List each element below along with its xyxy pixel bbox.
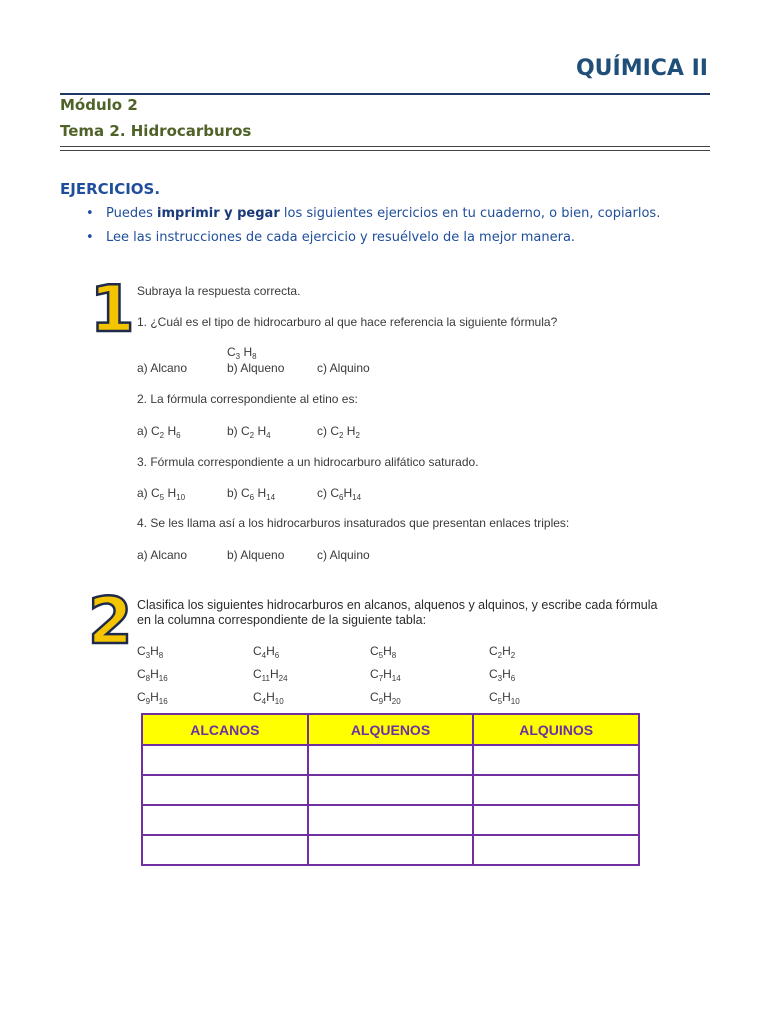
bullet-text	[106, 206, 660, 221]
formula-subscript: 5	[497, 697, 503, 706]
formula-symbol-h: H	[150, 690, 159, 704]
formula-subscript: 8	[391, 651, 397, 660]
formula-subscript: 2	[249, 431, 255, 440]
formula-subscript: 4	[266, 431, 271, 440]
formula-subscript: 6	[510, 674, 516, 683]
formula-subscript: 6	[339, 493, 344, 502]
table-row	[142, 745, 639, 775]
question-4: 4. Se les llama así a los hidrocarburos insaturados que presentan enlaces triples:	[137, 516, 570, 530]
column-header-alcanos: ALCANOS	[142, 714, 308, 745]
formula-symbol-c: C	[253, 667, 262, 681]
formula-subscript: 16	[158, 697, 168, 706]
hydrocarbon-formula	[489, 690, 520, 706]
formula-subscript: 6	[249, 493, 255, 502]
table-header-row	[142, 714, 639, 745]
formula-symbol-h: H	[383, 667, 392, 681]
formula-symbol-h: H	[383, 690, 392, 704]
formula-subscript: 9	[145, 697, 151, 706]
q4-option-c: c) Alquino	[317, 548, 370, 562]
formula-subscript: 2	[159, 431, 165, 440]
formula-symbol-h: H	[257, 486, 267, 500]
formula-symbol-h: H	[167, 424, 177, 438]
table-cell[interactable]	[308, 835, 474, 865]
formula-subscript: 8	[145, 674, 151, 683]
exercise2-instruction-line2: en la columna correspondiente de la siguiente tabla:	[137, 613, 427, 627]
hydrocarbon-formula	[137, 667, 168, 683]
formula-symbol-h: H	[346, 424, 356, 438]
table-cell[interactable]	[473, 835, 639, 865]
formula-symbol-c: C	[253, 690, 262, 704]
formula-subscript: 8	[158, 651, 164, 660]
exercise-number-1-icon: 1	[90, 273, 135, 347]
formula-symbol-h: H	[150, 667, 159, 681]
formula-subscript: 6	[176, 431, 181, 440]
formula-subscript: 10	[274, 697, 284, 706]
formula-symbol-c: C	[489, 644, 498, 658]
formula-subscript: 7	[378, 674, 384, 683]
formula-subscript: 10	[176, 493, 186, 502]
question-3: 3. Fórmula correspondiente a un hidrocarburo alifático saturado.	[137, 455, 479, 469]
formula-symbol-h: H	[243, 345, 253, 359]
formula-symbol-h: H	[383, 644, 392, 658]
column-header-alquenos: ALQUENOS	[308, 714, 474, 745]
table-cell[interactable]	[308, 745, 474, 775]
formula-symbol-h: H	[257, 424, 267, 438]
hydrocarbon-formula	[370, 690, 401, 706]
q1-option-b: b) Alqueno	[227, 361, 285, 375]
q1-option-a: a) Alcano	[137, 361, 188, 375]
exercise2-instruction-line1: Clasifica los siguientes hidrocarburos en alcanos, alquenos y alquinos, y escribe cada fórmula	[137, 598, 658, 612]
table-row	[142, 775, 639, 805]
table-cell[interactable]	[142, 745, 308, 775]
formula-symbol-h: H	[266, 690, 275, 704]
hydrocarbon-formula	[253, 690, 284, 706]
q3-option-c	[317, 486, 361, 502]
formula-subscript: 5	[378, 651, 384, 660]
formula-subscript: 11	[261, 674, 270, 683]
formula-subscript: 2	[339, 431, 344, 440]
formula-symbol-h: H	[269, 667, 279, 681]
formula-subscript: 14	[352, 493, 362, 502]
option-label: b) C	[227, 424, 250, 438]
bullet-dot-icon: •	[86, 206, 94, 221]
formula-subscript: 5	[159, 493, 165, 502]
page-title: QUÍMICA II	[575, 56, 708, 81]
q4-option-b: b) Alqueno	[227, 548, 285, 562]
formula-subscript: 24	[278, 674, 288, 683]
formula-subscript: 9	[378, 697, 384, 706]
formula-symbol-c: C	[137, 644, 146, 658]
hydrocarbon-formula	[137, 644, 163, 660]
formula-symbol-c: C	[253, 644, 262, 658]
q1-option-c: c) Alquino	[317, 361, 370, 375]
hydrocarbon-formula	[137, 690, 168, 706]
bullet-text-end: los siguientes ejercicios en tu cuaderno, o bien, copiarlos.	[279, 206, 661, 221]
q3-option-a	[137, 486, 185, 502]
hydrocarbon-formula	[253, 644, 279, 660]
formula-symbol-c: C	[370, 667, 379, 681]
exercise-number-2-icon: 2	[88, 585, 133, 659]
table-cell[interactable]	[142, 835, 308, 865]
formula-subscript: 10	[510, 697, 520, 706]
q4-option-a: a) Alcano	[137, 548, 188, 562]
table-row	[142, 835, 639, 865]
formula-symbol-h: H	[266, 644, 275, 658]
hydrocarbon-formula	[489, 667, 515, 683]
table-cell[interactable]	[308, 775, 474, 805]
header-divider	[60, 93, 710, 95]
q1-formula	[227, 345, 257, 361]
formula-symbol-h: H	[502, 667, 511, 681]
bullet-dot-icon: •	[86, 230, 94, 245]
hydrocarbon-formula	[370, 644, 396, 660]
bullet-text-start: Puedes	[106, 206, 158, 221]
formula-symbol-c: C	[489, 667, 498, 681]
formula-symbol-c: C	[137, 690, 146, 704]
bullet-text-bold: imprimir y pegar	[157, 206, 280, 221]
table-cell[interactable]	[142, 805, 308, 835]
formula-symbol-c: C	[137, 667, 146, 681]
q3-option-b	[227, 486, 275, 502]
formula-subscript: 8	[252, 352, 257, 361]
column-header-alquinos: ALQUINOS	[473, 714, 639, 745]
double-divider-top	[60, 146, 710, 147]
option-label: a) C	[137, 424, 160, 438]
question-1: 1. ¿Cuál es el tipo de hidrocarburo al que hace referencia la siguiente fórmula?	[137, 315, 558, 329]
formula-symbol-h: H	[167, 486, 177, 500]
module-label: Módulo 2	[60, 96, 138, 114]
table-cell[interactable]	[142, 775, 308, 805]
formula-symbol-c: C	[227, 345, 236, 359]
exercise1-instruction: Subraya la respuesta correcta.	[137, 284, 301, 298]
q2-option-a	[137, 424, 181, 440]
formula-subscript: 3	[235, 352, 241, 361]
option-label: c) C	[317, 424, 339, 438]
formula-subscript: 14	[391, 674, 401, 683]
formula-subscript: 16	[158, 674, 168, 683]
table-cell[interactable]	[473, 805, 639, 835]
hydrocarbon-formula	[489, 644, 515, 660]
option-label: a) C	[137, 486, 160, 500]
q2-option-c	[317, 424, 360, 440]
formula-subscript: 4	[261, 697, 267, 706]
formula-subscript: 20	[391, 697, 401, 706]
classification-table	[141, 713, 640, 866]
topic-label: Tema 2. Hidrocarburos	[60, 122, 252, 140]
formula-symbol-c: C	[489, 690, 498, 704]
formula-subscript: 14	[266, 493, 276, 502]
formula-subscript: 3	[497, 674, 503, 683]
formula-subscript: 3	[145, 651, 151, 660]
formula-symbol-c: C	[370, 644, 379, 658]
formula-subscript: 4	[261, 651, 267, 660]
formula-subscript: 2	[510, 651, 516, 660]
formula-symbol-c: C	[370, 690, 379, 704]
double-divider-bottom	[60, 150, 710, 151]
hydrocarbon-formula	[253, 667, 288, 683]
option-label: c) C	[317, 486, 339, 500]
formula-subscript: 2	[497, 651, 503, 660]
q2-option-b	[227, 424, 271, 440]
table-cell[interactable]	[473, 775, 639, 805]
table-cell[interactable]	[473, 745, 639, 775]
question-2: 2. La fórmula correspondiente al etino es:	[137, 392, 358, 406]
formula-symbol-h: H	[150, 644, 159, 658]
exercises-heading: EJERCICIOS.	[60, 180, 161, 198]
formula-symbol-h: H	[502, 690, 511, 704]
formula-subscript: 6	[274, 651, 280, 660]
formula-symbol-h: H	[502, 644, 511, 658]
bullet-text: Lee las instrucciones de cada ejercicio y resuélvelo de la mejor manera.	[106, 230, 576, 245]
table-cell[interactable]	[308, 805, 474, 835]
option-label: b) C	[227, 486, 250, 500]
table-row	[142, 805, 639, 835]
hydrocarbon-formula	[370, 667, 401, 683]
formula-symbol-h: H	[343, 486, 353, 500]
formula-subscript: 2	[355, 431, 360, 440]
